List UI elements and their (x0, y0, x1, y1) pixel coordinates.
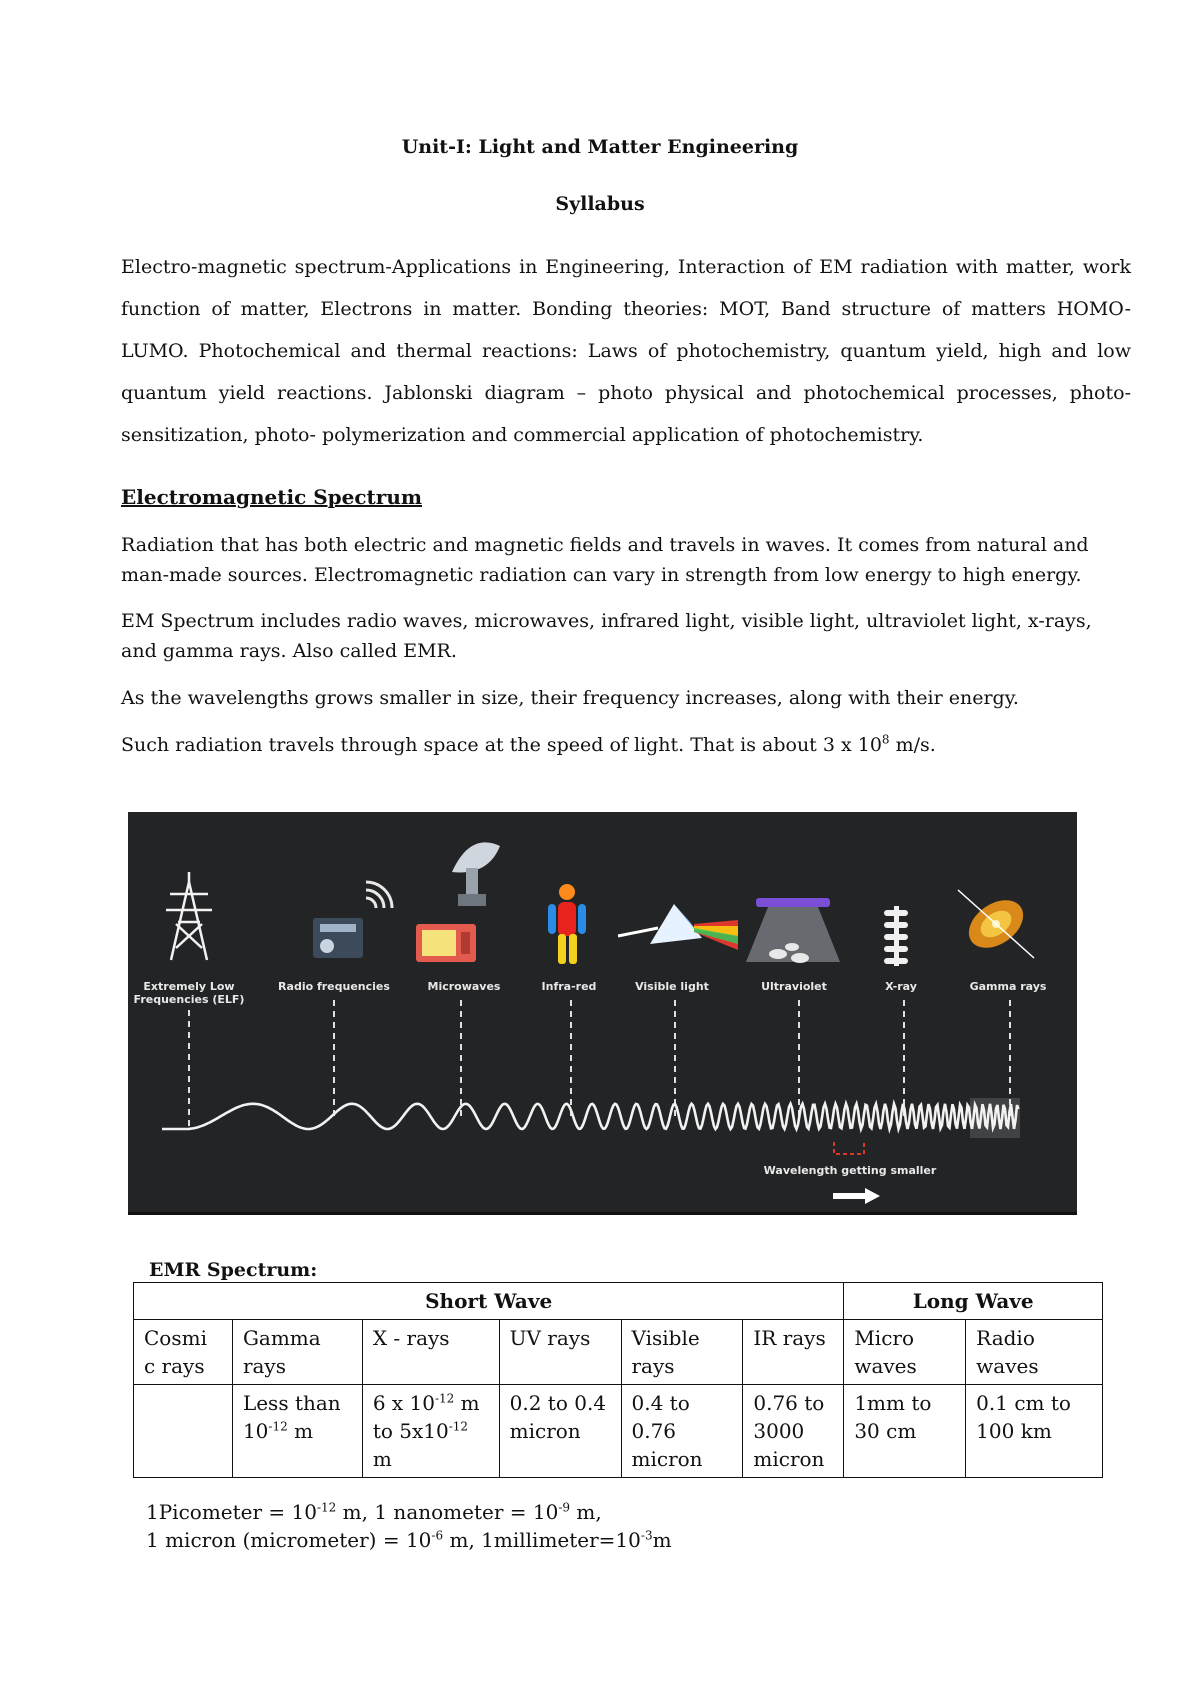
power-tower-icon (166, 872, 212, 960)
wave-dense-end (970, 1098, 1020, 1138)
header-long-wave: Long Wave (844, 1283, 1103, 1320)
section-heading: Electromagnetic Spectrum (121, 485, 423, 509)
cell-micro-waves: Micro waves (844, 1320, 966, 1385)
emr-spectrum-table (133, 1282, 1103, 1478)
label-gamma: Gamma rays (969, 980, 1047, 993)
note-line-1: 1Picometer = $10^{-12}$ m, 1 nanometer = $10^{-9}$ m, (146, 1500, 602, 1524)
header-short-wave: Short Wave (134, 1283, 844, 1320)
microwave-oven-icon (416, 924, 476, 962)
emr-table-caption: EMR Spectrum: (149, 1259, 318, 1281)
cell-radio-waves: Radio waves (966, 1320, 1103, 1385)
paragraph-4: Such radiation travels through space at the speed of light. That is about 3 x $10^8$ m/s. (121, 732, 936, 756)
cell-ir-range: 0.76 to 3000 micron (743, 1385, 844, 1478)
prism-icon (618, 904, 738, 950)
label-microwaves: Microwaves (427, 980, 501, 993)
unit-notes (146, 1498, 672, 1554)
label-ultraviolet: Ultraviolet (761, 980, 827, 993)
radio-icon (313, 882, 392, 958)
cell-cosmic-rays: Cosmi c rays (134, 1320, 233, 1385)
cell-visible-rays: Visible rays (621, 1320, 743, 1385)
cell-uv-rays: UV rays (499, 1320, 621, 1385)
thermal-body-icon (548, 884, 586, 964)
syllabus-paragraph: Electro-magnetic spectrum-Applications in Engineering, Interaction of EM radiation with matter, work function of matter, Electrons in matter. Bonding theories: MOT, Band structure of matters HOMO-LUMO. Photochemical and thermal reactions: Laws of photochemistry, quantum yield, high and low quantum yield reactions. Jablonski diagram – photo physical and photochemical processes, photo-sensitization, photo- polymerization and commercial application of photochemistry. (121, 256, 1131, 446)
page-subtitle: Syllabus (555, 193, 645, 215)
table-row-ranges (134, 1385, 1103, 1478)
label-xray: X-ray (885, 980, 917, 993)
em-spectrum-svg (128, 812, 1077, 1209)
cell-radio-range: 0.1 cm to 100 km (966, 1385, 1103, 1478)
cell-micro-range: 1mm to 30 cm (844, 1385, 966, 1478)
table-row-names (134, 1320, 1103, 1385)
galaxy-icon (958, 890, 1034, 958)
wavelength-marker (834, 1142, 864, 1154)
em-spectrum-figure (128, 812, 1077, 1215)
label-radio: Radio frequencies (278, 980, 390, 993)
em-wave (162, 1104, 1019, 1129)
cell-visible-range: 0.4 to 0.76 micron (621, 1385, 743, 1478)
paragraph-2: EM Spectrum includes radio waves, microwaves, infrared light, visible light, ultraviolet light, x-rays, and gamma rays. Also called EMR. (121, 610, 1092, 662)
label-visible: Visible light (635, 980, 709, 993)
label-elf-line2: Frequencies (ELF) (133, 993, 245, 1006)
page-title: Unit-I: Light and Matter Engineering (401, 136, 799, 158)
label-wavelength: Wavelength getting smaller (763, 1164, 937, 1177)
cell-xray-range: 6 x $10^{-12}$ m to $5x10^{-12}$ m (362, 1385, 499, 1478)
xray-spine-icon (884, 906, 908, 966)
cell-gamma-rays: Gamma rays (232, 1320, 362, 1385)
label-infrared: Infra-red (541, 980, 597, 993)
label-elf-line1: Extremely Low (143, 980, 235, 993)
cell-cosmic-range (134, 1385, 233, 1478)
cell-uv-range: 0.2 to 0.4 micron (499, 1385, 621, 1478)
satellite-dish-icon (452, 842, 500, 906)
paragraph-3: As the wavelengths grows smaller in size, their frequency increases, along with their energy. (121, 687, 1019, 709)
paragraph-1: Radiation that has both electric and magnetic fields and travels in waves. It comes from natural and man-made sources. Electromagnetic radiation can vary in strength from low energy to high energy. (121, 534, 1089, 586)
cell-gamma-range: Less than $10^{-12}$ m (232, 1385, 362, 1478)
right-arrow-icon (833, 1188, 880, 1204)
uv-lamp-icon (746, 898, 840, 963)
note-line-2: 1 micron (micrometer) = $10^{-6}$ m, $1millimeter=10^{-3}m$ (146, 1528, 672, 1552)
cell-ir-rays: IR rays (743, 1320, 844, 1385)
cell-x-rays: X - rays (362, 1320, 499, 1385)
table-header-row (134, 1283, 1103, 1320)
